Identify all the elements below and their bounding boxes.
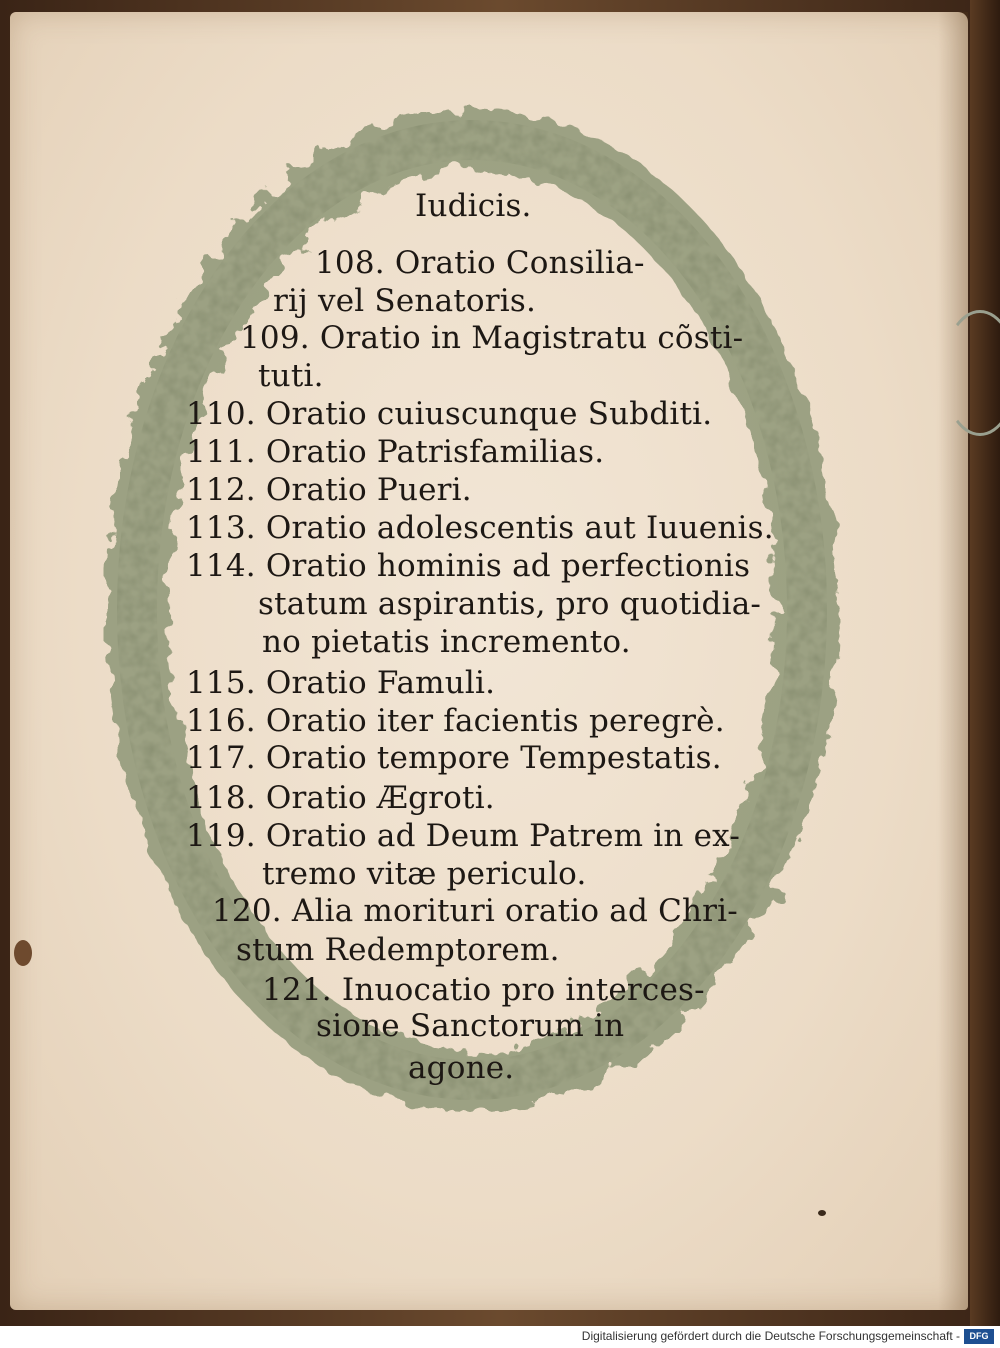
toc-line: rij vel Senatoris.: [273, 283, 537, 319]
toc-line: 110. Oratio cuiuscunque Subditi.: [186, 396, 713, 432]
toc-line: agone.: [408, 1050, 515, 1086]
toc-line: 114. Oratio hominis ad perfectionis: [186, 548, 751, 584]
toc-line: 116. Oratio iter facientis peregrè.: [186, 703, 725, 739]
toc-line: stum Redemptorem.: [236, 932, 560, 968]
toc-line: 112. Oratio Pueri.: [186, 472, 472, 508]
toc-line: 111. Oratio Patrisfamilias.: [186, 434, 605, 470]
dfg-logo[interactable]: DFG: [964, 1329, 994, 1344]
toc-line: 118. Oratio Ægroti.: [186, 780, 495, 816]
toc-line: 113. Oratio adolescentis aut Iuuenis.: [186, 510, 774, 546]
toc-line: 109. Oratio in Magistratu cõsti-: [240, 320, 744, 356]
toc-line: no pietatis incremento.: [262, 624, 631, 660]
toc-line: tuti.: [258, 358, 324, 394]
digitization-footer: [0, 1326, 1000, 1348]
toc-line: sione Sanctorum in: [316, 1008, 625, 1044]
toc-line: 115. Oratio Famuli.: [186, 665, 496, 701]
toc-line: 108. Oratio Consilia-: [315, 245, 645, 281]
toc-line: 120. Alia morituri oratio ad Chri-: [212, 893, 738, 929]
toc-line: statum aspirantis, pro quotidia-: [258, 586, 762, 622]
toc-line: tremo vitæ periculo.: [262, 856, 587, 892]
toc-line: 121. Inuocatio pro interces-: [262, 972, 705, 1008]
toc-heading-line: Iudicis.: [415, 188, 532, 224]
toc-line: 117. Oratio tempore Tempestatis.: [186, 740, 722, 776]
toc-line: 119. Oratio ad Deum Patrem in ex-: [186, 818, 740, 854]
dfg-credit-text: Digitalisierung gefördert durch die Deutsche Forschungsgemeinschaft -: [581, 1329, 960, 1343]
